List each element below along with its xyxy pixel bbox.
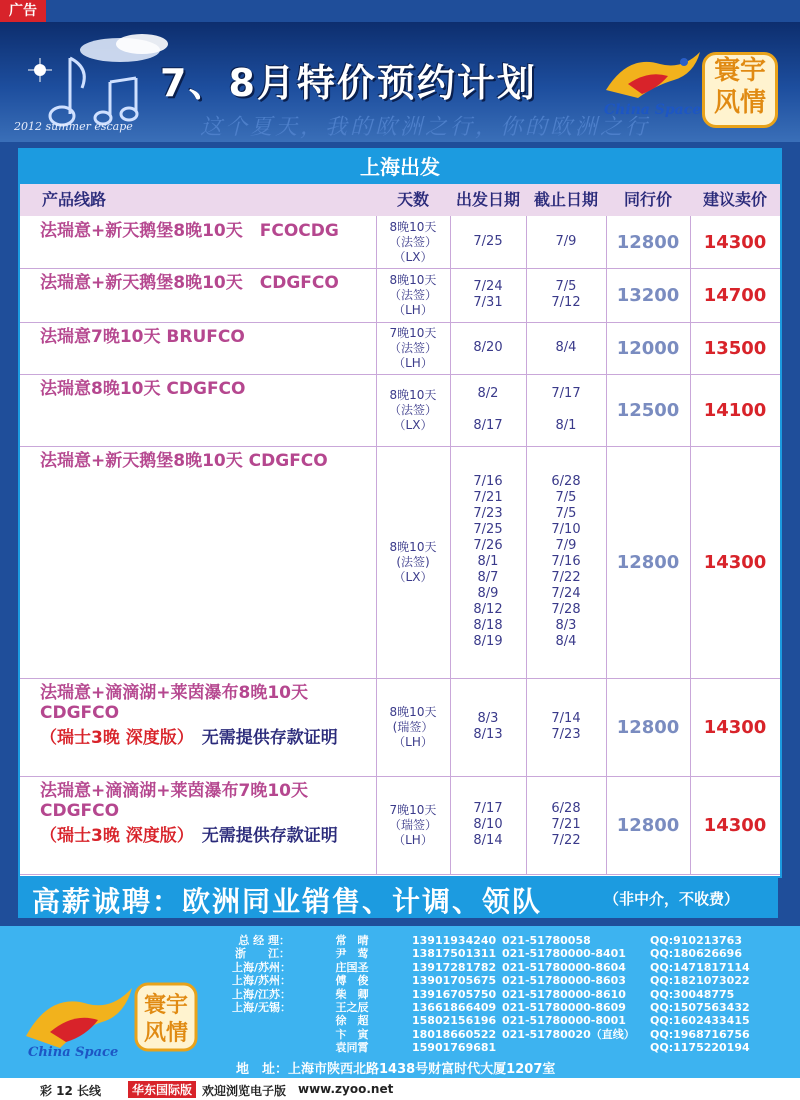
peer-price: 12800 xyxy=(616,231,680,253)
deadline-cell xyxy=(526,678,606,776)
depart-date: 8/13 xyxy=(473,727,503,742)
deadline-date: 8/1 xyxy=(555,418,577,433)
contact-qq: QQ:180626696 xyxy=(650,947,742,961)
deadline-date: 7/22 xyxy=(551,570,581,585)
peer-price: 12000 xyxy=(616,337,680,359)
route-cell xyxy=(20,446,376,678)
deadline-cell xyxy=(526,776,606,874)
deadline-date: 7/5 xyxy=(555,490,577,505)
contact-tel: 021-51780058 xyxy=(502,934,591,947)
deadline-cell xyxy=(526,374,606,446)
contact-mobile: 18018660522 xyxy=(412,1027,497,1041)
sell-price: 13500 xyxy=(703,337,767,359)
svg-text:寰宇: 寰宇 xyxy=(143,993,189,1018)
column-divider xyxy=(450,268,451,322)
contact-role: 上海/苏州： xyxy=(232,960,292,974)
deadline-date: 7/9 xyxy=(555,234,577,249)
route-text: 法瑞意+新天鹅堡8晚10天 CDGFCO xyxy=(40,451,328,471)
column-divider xyxy=(690,216,691,268)
column-divider xyxy=(606,268,607,322)
company-address: 地 址：上海市陕西北路1438号财富时代大厦1207室 xyxy=(236,1062,556,1077)
column-divider xyxy=(450,216,451,268)
contact-qq: QQ:1507563432 xyxy=(650,1001,750,1014)
route-cell xyxy=(20,678,376,776)
sell-price: 14100 xyxy=(703,399,767,421)
price-table xyxy=(18,148,782,878)
depart-cell xyxy=(450,322,526,374)
column-divider xyxy=(606,678,607,776)
depart-date: 7/25 xyxy=(473,522,503,537)
china-space-logo-footer xyxy=(20,976,200,1060)
column-divider xyxy=(606,374,607,446)
contact-name: 袁同霄 xyxy=(335,1041,369,1055)
col-peer-price: 同行价 xyxy=(623,190,672,209)
deadline-date: 7/17 xyxy=(551,386,581,401)
route-cell xyxy=(20,776,376,874)
column-divider xyxy=(450,374,451,446)
column-divider xyxy=(376,374,377,446)
contact-tel: 021-51780020（直线） xyxy=(502,1027,635,1041)
logo-brand-text: China Space xyxy=(604,102,702,118)
deadline-date: 7/9 xyxy=(555,538,577,553)
col-route: 产品线路 xyxy=(42,190,107,209)
depart-date: 7/21 xyxy=(473,490,503,505)
deadline-date: 7/28 xyxy=(551,602,581,617)
depart-date: 8/2 xyxy=(477,386,499,401)
contact-role: 上海/苏州： xyxy=(232,974,292,988)
table-row xyxy=(20,374,780,447)
column-divider xyxy=(376,776,377,874)
peer-price: 13200 xyxy=(616,284,680,306)
deadline-date: 7/12 xyxy=(551,295,581,310)
deadline-date: 7/21 xyxy=(551,817,581,832)
deadline-date: 6/28 xyxy=(551,474,581,489)
depart-date: 8/10 xyxy=(473,817,503,832)
recruit-text: 高薪诚聘：欧洲同业销售、计调、领队 xyxy=(32,885,543,918)
page-number: 彩 12 长线 xyxy=(40,1084,102,1098)
section-title: 上海出发 xyxy=(20,150,780,184)
depart-date: 7/23 xyxy=(473,506,503,521)
route-cell xyxy=(20,374,376,446)
column-divider xyxy=(376,216,377,268)
contact-tel: 021-51780000-8609 xyxy=(502,1001,626,1014)
contact-name: 柴 卿 xyxy=(335,987,369,1001)
contact-tel: 021-51780000-8001 xyxy=(502,1014,626,1028)
header-banner xyxy=(0,22,800,142)
depart-cell xyxy=(450,776,526,874)
column-divider xyxy=(376,446,377,678)
days-cell: 7晚10天 （法签） （LH） xyxy=(388,325,437,370)
depart-cell xyxy=(450,216,526,268)
days-cell: 8晚10天 (法签) （LX） xyxy=(389,539,437,584)
deadline-date: 8/3 xyxy=(555,618,577,633)
peer-price: 12800 xyxy=(616,814,680,836)
contact-name: 庄国圣 xyxy=(335,960,369,974)
sell-price: 14700 xyxy=(703,284,767,306)
table-row xyxy=(20,446,780,679)
slogan: 这个夏天，我的欧洲之行，你的欧洲之行 xyxy=(200,115,651,140)
contact-role: 上海/江苏： xyxy=(232,987,292,1001)
contact-mobile: 13916705750 xyxy=(412,987,497,1001)
contact-name: 尹 莺 xyxy=(335,947,369,961)
deadline-date: 7/5 xyxy=(555,506,577,521)
table-row xyxy=(20,776,780,875)
deadline-date: 7/23 xyxy=(551,727,581,742)
route-text: 法瑞意+新天鹅堡8晚10天 CDGFCO xyxy=(40,273,339,293)
route-cell xyxy=(20,268,376,322)
depart-date: 8/14 xyxy=(473,833,503,848)
peer-price: 12800 xyxy=(616,716,680,738)
contact-section xyxy=(0,926,800,1078)
contact-name: 傅 俊 xyxy=(335,974,369,988)
column-divider xyxy=(526,678,527,776)
deadline-cell xyxy=(526,268,606,322)
col-deadline: 截止日期 xyxy=(533,190,598,209)
column-divider xyxy=(526,268,527,322)
days-cell: 8晚10天 （法签） （LH） xyxy=(388,272,437,317)
contact-role: 总 经 理： xyxy=(238,934,290,947)
deadline-date: 7/5 xyxy=(555,279,577,294)
depart-date: 7/24 xyxy=(473,279,503,294)
deadline-cell xyxy=(526,322,606,374)
deadline-date: 7/16 xyxy=(551,554,581,569)
contact-tel: 021-51780000-8603 xyxy=(502,974,626,988)
column-divider xyxy=(690,374,691,446)
column-divider xyxy=(526,776,527,874)
depart-date: 8/18 xyxy=(473,618,503,633)
contact-tel: 021-51780000-8401 xyxy=(502,947,626,961)
table-row xyxy=(20,678,780,777)
route-text: 法瑞意+滴滴湖+莱茵瀑布7晚10天 xyxy=(40,781,308,801)
column-divider xyxy=(450,322,451,374)
column-divider xyxy=(606,322,607,374)
depart-date: 8/1 xyxy=(477,554,499,569)
footer-message: 欢迎浏览电子版 xyxy=(202,1084,287,1098)
china-space-logo xyxy=(598,44,778,130)
days-cell: 8晚10天 （法签） （LX） xyxy=(388,387,437,432)
table-row xyxy=(20,268,780,323)
depart-date: 8/19 xyxy=(473,634,503,649)
column-divider xyxy=(606,776,607,874)
contact-role: 浙 江： xyxy=(235,947,290,961)
deadline-date: 6/28 xyxy=(551,801,581,816)
col-days: 天数 xyxy=(396,190,429,209)
contact-name: 徐 超 xyxy=(335,1014,369,1028)
route-text: 法瑞意7晚10天 BRUFCO xyxy=(40,327,245,347)
contact-qq: QQ:1821073022 xyxy=(650,974,750,988)
sell-price: 14300 xyxy=(703,231,767,253)
deadline-date: 7/24 xyxy=(551,586,581,601)
depart-date: 7/26 xyxy=(473,538,503,553)
footer-url[interactable]: www.zyoo.net xyxy=(298,1082,394,1096)
column-divider xyxy=(606,216,607,268)
depart-cell xyxy=(450,678,526,776)
column-divider xyxy=(450,678,451,776)
column-divider xyxy=(526,216,527,268)
recruit-banner xyxy=(18,878,778,918)
contact-qq: QQ:1602433415 xyxy=(650,1014,750,1028)
page-footer xyxy=(0,1078,800,1100)
deadline-date: 8/4 xyxy=(555,340,577,355)
depart-date: 8/12 xyxy=(473,602,503,617)
deadline-date: 7/22 xyxy=(551,833,581,848)
contact-mobile: 15802156196 xyxy=(412,1014,497,1028)
contact-name: 卞 寅 xyxy=(335,1027,369,1041)
contact-mobile: 13661866409 xyxy=(412,1001,497,1014)
depart-date: 7/31 xyxy=(473,295,503,310)
column-divider xyxy=(376,268,377,322)
svg-text:风情: 风情 xyxy=(143,1021,189,1046)
column-divider xyxy=(690,446,691,678)
column-divider xyxy=(526,322,527,374)
depart-date: 8/7 xyxy=(477,570,499,585)
contact-name: 王之辰 xyxy=(335,1001,369,1014)
route-text: CDGFCO xyxy=(40,801,120,821)
sell-price: 14300 xyxy=(703,814,767,836)
contact-qq: QQ:1968716756 xyxy=(650,1027,750,1041)
dragon-horse-icon xyxy=(598,44,708,104)
route-text: 法瑞意+滴滴湖+莱茵瀑布8晚10天 xyxy=(40,683,308,703)
column-divider xyxy=(606,446,607,678)
peer-price: 12800 xyxy=(616,551,680,573)
peer-price: 12500 xyxy=(616,399,680,421)
contact-tel: 021-51780000-8604 xyxy=(502,960,626,974)
contact-tel: 021-51780000-8610 xyxy=(502,987,626,1001)
route-text: 法瑞意8晚10天 CDGFCO xyxy=(40,379,246,399)
contact-qq: QQ:30048775 xyxy=(650,987,735,1001)
column-divider xyxy=(690,322,691,374)
table-row xyxy=(20,322,780,375)
sell-price: 14300 xyxy=(703,716,767,738)
contact-role: 上海/无锡： xyxy=(232,1001,292,1014)
depart-date: 8/20 xyxy=(473,340,503,355)
depart-date: 8/17 xyxy=(473,418,503,433)
contact-qq: QQ:1471817114 xyxy=(650,960,750,974)
deadline-date: 7/14 xyxy=(551,711,581,726)
deadline-date: 7/10 xyxy=(551,522,581,537)
route-note: （瑞士3晚 深度版） xyxy=(40,728,194,748)
depart-cell xyxy=(450,268,526,322)
days-cell: 8晚10天 （法签） （LX） xyxy=(388,219,437,264)
publisher-badge: 华东国际版 xyxy=(128,1081,196,1098)
col-sell-price: 建议卖价 xyxy=(702,190,767,209)
summer-escape-text: 2012 summer escape xyxy=(14,120,133,133)
route-text: 法瑞意+新天鹅堡8晚10天 FCOCDG xyxy=(40,221,339,241)
contact-qq: QQ:1175220194 xyxy=(650,1041,750,1055)
route-note: （瑞士3晚 深度版） xyxy=(40,826,194,846)
page-title: 7、8月特价预约计划 xyxy=(160,61,537,105)
route-cell xyxy=(20,322,376,374)
depart-date: 7/16 xyxy=(473,474,503,489)
days-cell: 8晚10天 (瑞签） （LH） xyxy=(389,704,437,749)
ad-label: 广告 xyxy=(0,0,46,22)
column-divider xyxy=(526,374,527,446)
contact-mobile: 13901705675 xyxy=(412,974,497,988)
route-cell xyxy=(20,216,376,268)
column-divider xyxy=(526,446,527,678)
column-divider xyxy=(690,678,691,776)
column-divider xyxy=(690,268,691,322)
sell-price: 14300 xyxy=(703,551,767,573)
contact-mobile: 13817501311 xyxy=(412,947,497,961)
logo-chinese-text: 寰宇风情 xyxy=(702,52,778,128)
column-divider xyxy=(376,678,377,776)
deadline-cell xyxy=(526,446,606,678)
contact-name: 常 晴 xyxy=(335,934,369,947)
contact-mobile: 15901769681 xyxy=(412,1041,497,1055)
depart-date: 7/25 xyxy=(473,234,503,249)
svg-text:China Space: China Space xyxy=(28,1045,119,1060)
deadline-date: 8/4 xyxy=(555,634,577,649)
column-divider xyxy=(376,322,377,374)
column-divider xyxy=(450,446,451,678)
contact-mobile: 13911934240 xyxy=(412,934,497,947)
column-divider xyxy=(450,776,451,874)
table-header xyxy=(20,184,780,216)
col-depart: 出发日期 xyxy=(455,190,520,209)
depart-date: 7/17 xyxy=(473,801,503,816)
route-note-deposit: 无需提供存款证明 xyxy=(201,826,338,846)
contact-qq: QQ:910213763 xyxy=(650,934,742,947)
route-text: CDGFCO xyxy=(40,703,120,723)
contact-mobile: 13917281782 xyxy=(412,960,497,974)
column-divider xyxy=(690,776,691,874)
days-cell: 7晚10天 （瑞签） （LH） xyxy=(388,802,437,847)
depart-cell xyxy=(450,374,526,446)
depart-cell xyxy=(450,446,526,678)
table-row xyxy=(20,216,780,269)
route-note-deposit: 无需提供存款证明 xyxy=(201,728,338,748)
deadline-cell xyxy=(526,216,606,268)
depart-date: 8/3 xyxy=(477,711,499,726)
depart-date: 8/9 xyxy=(477,586,499,601)
recruit-note: （非中介，不收费） xyxy=(604,890,740,908)
